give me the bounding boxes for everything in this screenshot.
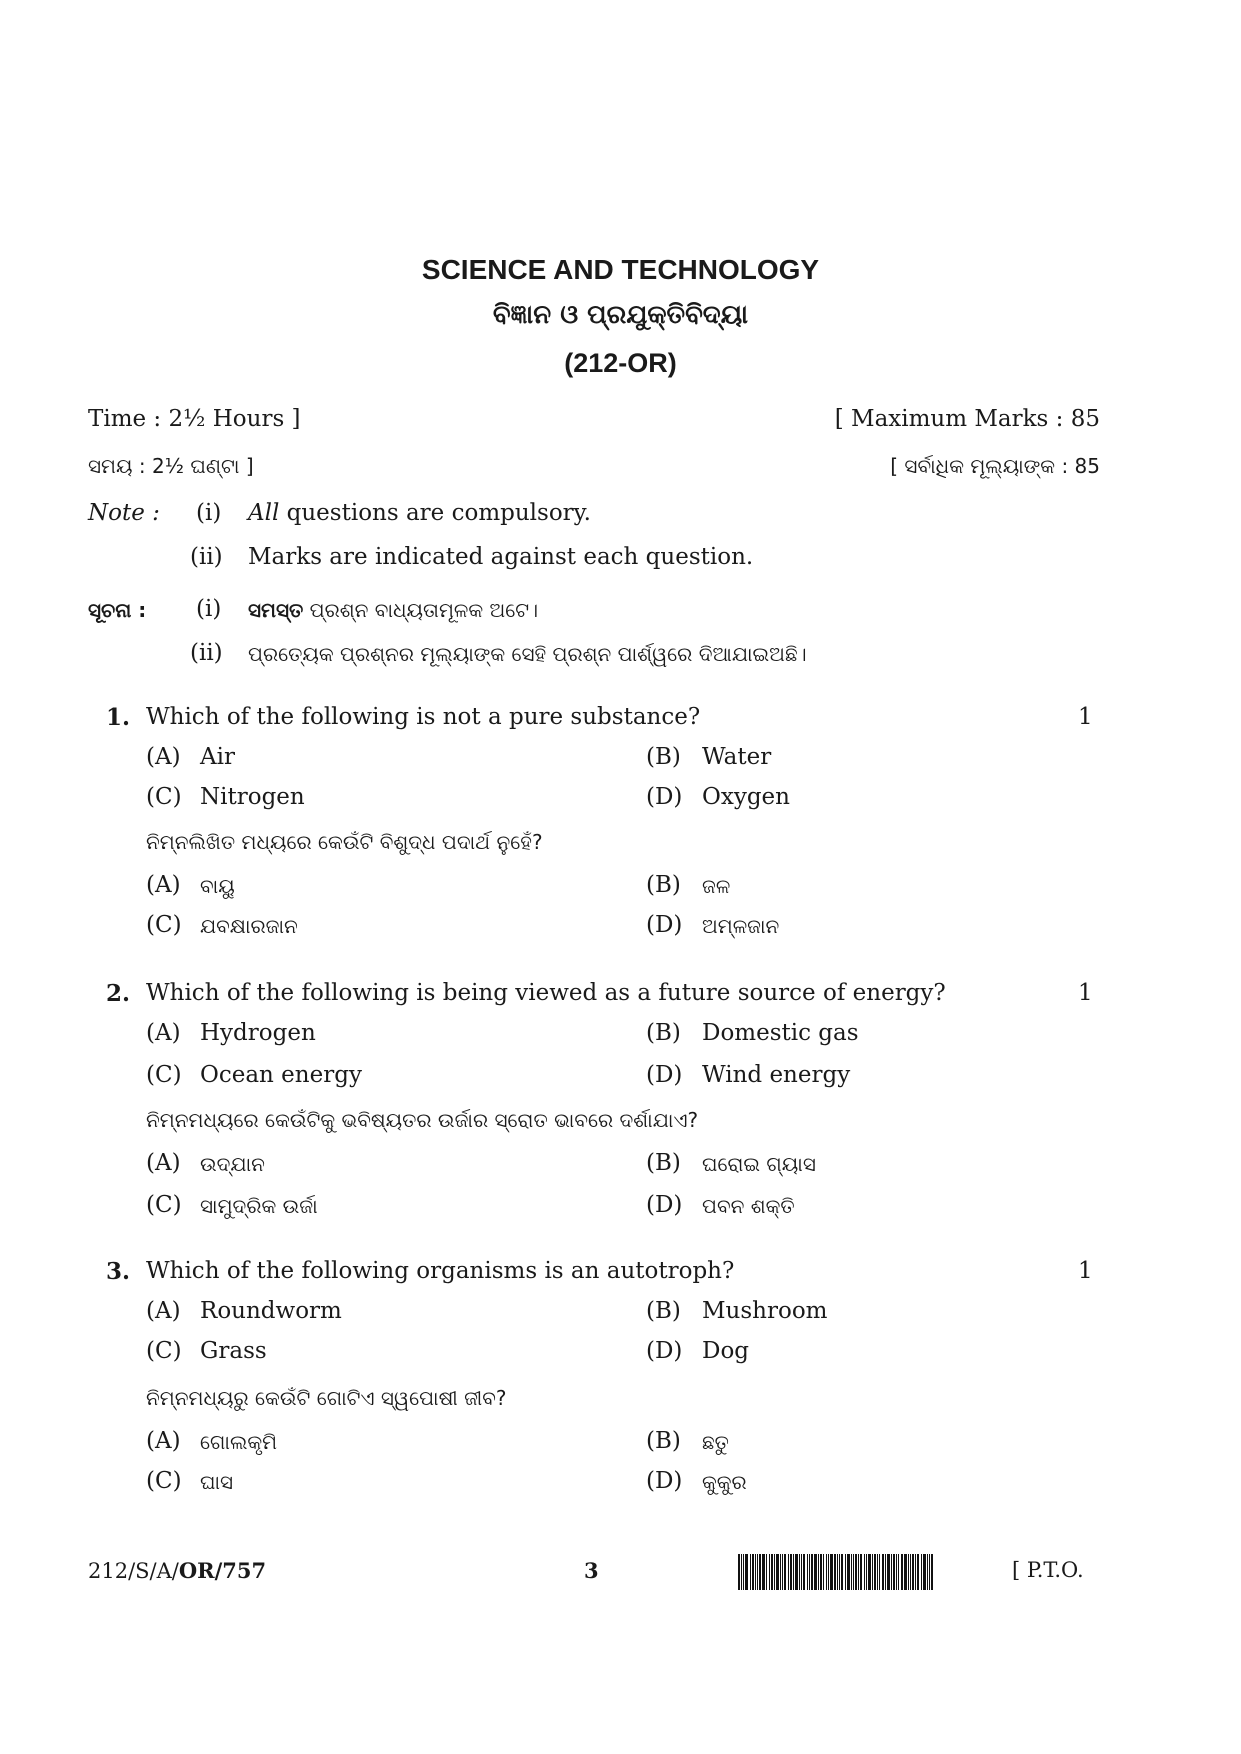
barcode-bar [776,1554,779,1590]
max-marks-english: [ Maximum Marks : 85 [834,406,1100,432]
q1-odia-option-d-label: (D) [646,912,683,938]
barcode-bar [912,1554,914,1590]
q3-option-c-label: (C) [146,1338,182,1364]
pto-label: [ P.T.O. [1012,1558,1084,1582]
q2-odia-option-a-text: ଉଦ୍‌ଯାନ [200,1152,265,1176]
q2-odia-option-d-label: (D) [646,1192,683,1218]
note-i-text [248,500,591,526]
note-i-emphasis: All [248,500,280,526]
paper-code-prefix: 212/S/A/ [88,1559,179,1583]
paper-code [88,1558,266,1583]
barcode-bar [738,1554,740,1590]
note-i-number: (i) [196,500,222,526]
barcode-bar [780,1554,781,1590]
barcode-bar [877,1554,878,1590]
page-subtitle-odia: ବିଜ୍ଞାନ ଓ ପ୍ରଯୁକ୍ତିବିଦ୍ୟା [492,300,749,330]
question-3-number: 3. [106,1258,131,1285]
q1-odia-option-c-label: (C) [146,912,182,938]
barcode-bar [855,1554,857,1590]
q2-option-c-text: Ocean energy [200,1062,362,1088]
q1-option-b-text: Water [702,744,772,770]
barcode-bar [887,1554,890,1590]
barcode-bar [910,1554,911,1590]
barcode-bar [750,1554,751,1590]
barcode-bar [757,1554,758,1590]
page-title: SCIENCE AND TECHNOLOGY [421,254,820,285]
barcode-bar [908,1554,909,1590]
question-2-odia-text: ନିମ୍ନମଧ୍ୟରେ କେଉଁଟିକୁ ଭବିଷ୍ୟତର ଉର୍ଜାର ସ୍ରୋତ ଭାବରେ ଦର୍ଶାଯାଏ? [146,1108,699,1132]
barcode-bar [837,1554,838,1590]
barcode-bar [759,1554,761,1590]
question-2-number: 2. [106,980,131,1007]
note-ii-number: (ii) [190,544,223,570]
q3-option-b-text: Mushroom [702,1298,828,1324]
q3-option-d-text: Dog [702,1338,750,1364]
barcode-bar [743,1554,744,1590]
barcode-bar [784,1554,786,1590]
barcode-bar [872,1554,873,1590]
barcode-bar [795,1554,798,1590]
q1-odia-option-d-text: ଅମ୍ଳଜାନ [702,914,780,938]
barcode-bar [826,1554,827,1590]
question-2-marks: 1 [1078,980,1093,1006]
q2-odia-option-a-label: (A) [146,1150,181,1176]
barcode-bar [896,1554,897,1590]
note-odia-i-bold: ସମସ୍ତ [248,598,304,622]
barcode-bar [823,1554,824,1590]
q3-odia-option-d-text: କୁକୁର [702,1470,747,1494]
note-odia-i-rest: ପ୍ରଶ୍ନ ବାଧ୍ୟତାମୂଳକ ଅଟେ। [309,598,539,622]
barcode-bar [839,1554,840,1590]
barcode-bar [818,1554,819,1590]
question-1-number: 1. [106,704,131,731]
barcode-bar [851,1554,852,1590]
barcode-bar [898,1554,899,1590]
barcode-bar [820,1554,822,1590]
barcode-bar [803,1554,805,1590]
q2-option-d-label: (D) [646,1062,683,1088]
q3-odia-option-b-label: (B) [646,1428,681,1454]
barcode-bar [845,1554,846,1590]
barcode-bar [893,1554,895,1590]
barcode-bar [762,1554,765,1590]
barcode-bar [771,1554,773,1590]
barcode-bar [917,1554,919,1590]
q2-odia-option-c-label: (C) [146,1192,182,1218]
barcode-bar [807,1554,808,1590]
barcode-bar [904,1554,907,1590]
question-1-text: Which of the following is not a pure substance? [146,704,701,730]
q3-option-b-label: (B) [646,1298,681,1324]
question-3-text: Which of the following organisms is an autotroph? [146,1258,735,1284]
q1-option-a-label: (A) [146,744,181,770]
q1-option-c-text: Nitrogen [200,784,305,810]
barcode-bar [921,1554,922,1590]
barcode-bar [853,1554,854,1590]
question-3-marks: 1 [1078,1258,1093,1284]
q3-odia-option-b-text: ଛତୁ [702,1430,729,1454]
q1-odia-option-b-label: (B) [646,872,681,898]
subject-code: (212-OR) [564,348,677,378]
barcode-bar [866,1554,867,1590]
q3-option-a-text: Roundworm [200,1298,342,1324]
barcode-bar [874,1554,876,1590]
note-odia-ii-number: (ii) [190,640,223,666]
barcode-bar [915,1554,916,1590]
q2-option-b-text: Domestic gas [702,1020,859,1046]
barcode-bar [811,1554,813,1590]
question-1-odia-text: ନିମ୍ନଲିଖିତ ମଧ୍ୟରେ କେଉଁଟି ବିଶୁଦ୍ଧ ପଦାର୍ଥ ନୁହେଁ? [146,830,543,854]
q3-odia-option-c-label: (C) [146,1468,182,1494]
time-english: Time : 2½ Hours ] [88,406,301,432]
barcode-bar [741,1554,742,1590]
barcode-bar [814,1554,817,1590]
q1-option-b-label: (B) [646,744,681,770]
barcode-bar [901,1554,903,1590]
q2-odia-option-c-text: ସାମୁଦ୍ରିକ ଉର୍ଜା [200,1194,318,1218]
paper-code-bold: OR/757 [178,1558,267,1583]
barcode-bar [860,1554,862,1590]
q1-odia-option-a-label: (A) [146,872,181,898]
barcode-bar [891,1554,892,1590]
q3-option-d-label: (D) [646,1338,683,1364]
barcode-bar [858,1554,859,1590]
barcode-bar [782,1554,783,1590]
note-odia-ii-text: ପ୍ରତ୍ୟେକ ପ୍ରଶ୍ନର ମୂଲ୍ୟାଙ୍କ ସେହି ପ୍ରଶ୍ନ ପାର୍ଶ୍ୱରେ ଦିଆଯାଇଅଛି। [248,642,807,666]
barcode-bar [931,1554,933,1590]
note-odia-i-text [248,598,538,622]
barcode-bar [830,1554,833,1590]
q1-option-d-label: (D) [646,784,683,810]
barcode-bar [929,1554,930,1590]
q2-option-d-text: Wind energy [702,1062,851,1088]
q1-odia-option-c-text: ଯବକ୍ଷାରଜାନ [200,914,298,938]
barcode-bar [847,1554,850,1590]
barcode-bar [790,1554,792,1590]
barcode-bar [923,1554,926,1590]
barcode-bar [766,1554,767,1590]
question-2-text: Which of the following is being viewed as a future source of energy? [146,980,946,1006]
barcode-bar [745,1554,748,1590]
page-number: 3 [584,1558,599,1583]
barcode-bar [879,1554,880,1590]
note-i-rest: questions are compulsory. [286,500,591,526]
q2-option-a-text: Hydrogen [200,1020,316,1046]
note-label: Note : [88,500,160,526]
q2-option-b-label: (B) [646,1020,681,1046]
barcode-bar [801,1554,802,1590]
q2-option-c-label: (C) [146,1062,182,1088]
q3-odia-option-a-label: (A) [146,1428,181,1454]
barcode-bar [788,1554,789,1590]
question-3-odia-text: ନିମ୍ନମଧ୍ୟରୁ କେଉଁଟି ଗୋଟିଏ ସ୍ୱପୋଷୀ ଜୀବ? [146,1386,507,1410]
barcode-bar [793,1554,794,1590]
q3-odia-option-d-label: (D) [646,1468,683,1494]
q1-option-a-text: Air [200,744,235,770]
barcode-bar [868,1554,871,1590]
barcode-bar [864,1554,865,1590]
barcode-bar [809,1554,810,1590]
q2-option-a-label: (A) [146,1020,181,1046]
q3-odia-option-a-text: ଗୋଲକୃମି [200,1430,278,1454]
barcode-bar [927,1554,928,1590]
barcode-bar [769,1554,770,1590]
max-marks-odia: [ ସର୍ବାଧିକ ମୂଲ୍ୟାଙ୍କ : 85 [890,454,1100,478]
q3-odia-option-c-text: ଘାସ [200,1470,234,1494]
barcode-bar [882,1554,884,1590]
q2-odia-option-d-text: ପବନ ଶକ୍ତି [702,1194,795,1218]
q1-option-d-text: Oxygen [702,784,790,810]
barcode-bar [841,1554,843,1590]
q1-odia-option-a-text: ବାୟୁ [200,874,235,898]
barcode-bar [774,1554,775,1590]
q2-odia-option-b-text: ଘରୋଇ ଗ୍ୟାସ [702,1152,816,1176]
time-odia: ସମୟ : 2½ ଘଣ୍ଟା ] [88,454,254,478]
barcode-icon [738,1554,1004,1590]
barcode-bar [828,1554,829,1590]
barcode-bar [752,1554,754,1590]
q3-option-c-text: Grass [200,1338,267,1364]
q3-option-a-label: (A) [146,1298,181,1324]
barcode-bar [885,1554,886,1590]
barcode-bar [755,1554,756,1590]
note-odia-label: ସୂଚନା : [88,598,147,622]
q1-option-c-label: (C) [146,784,182,810]
note-odia-i-number: (i) [196,596,222,622]
barcode-bar [834,1554,836,1590]
barcode-bar [799,1554,800,1590]
q2-odia-option-b-label: (B) [646,1150,681,1176]
note-ii-text: Marks are indicated against each question. [248,544,754,570]
q1-odia-option-b-text: ଜଳ [702,874,731,898]
question-1-marks: 1 [1078,704,1093,730]
